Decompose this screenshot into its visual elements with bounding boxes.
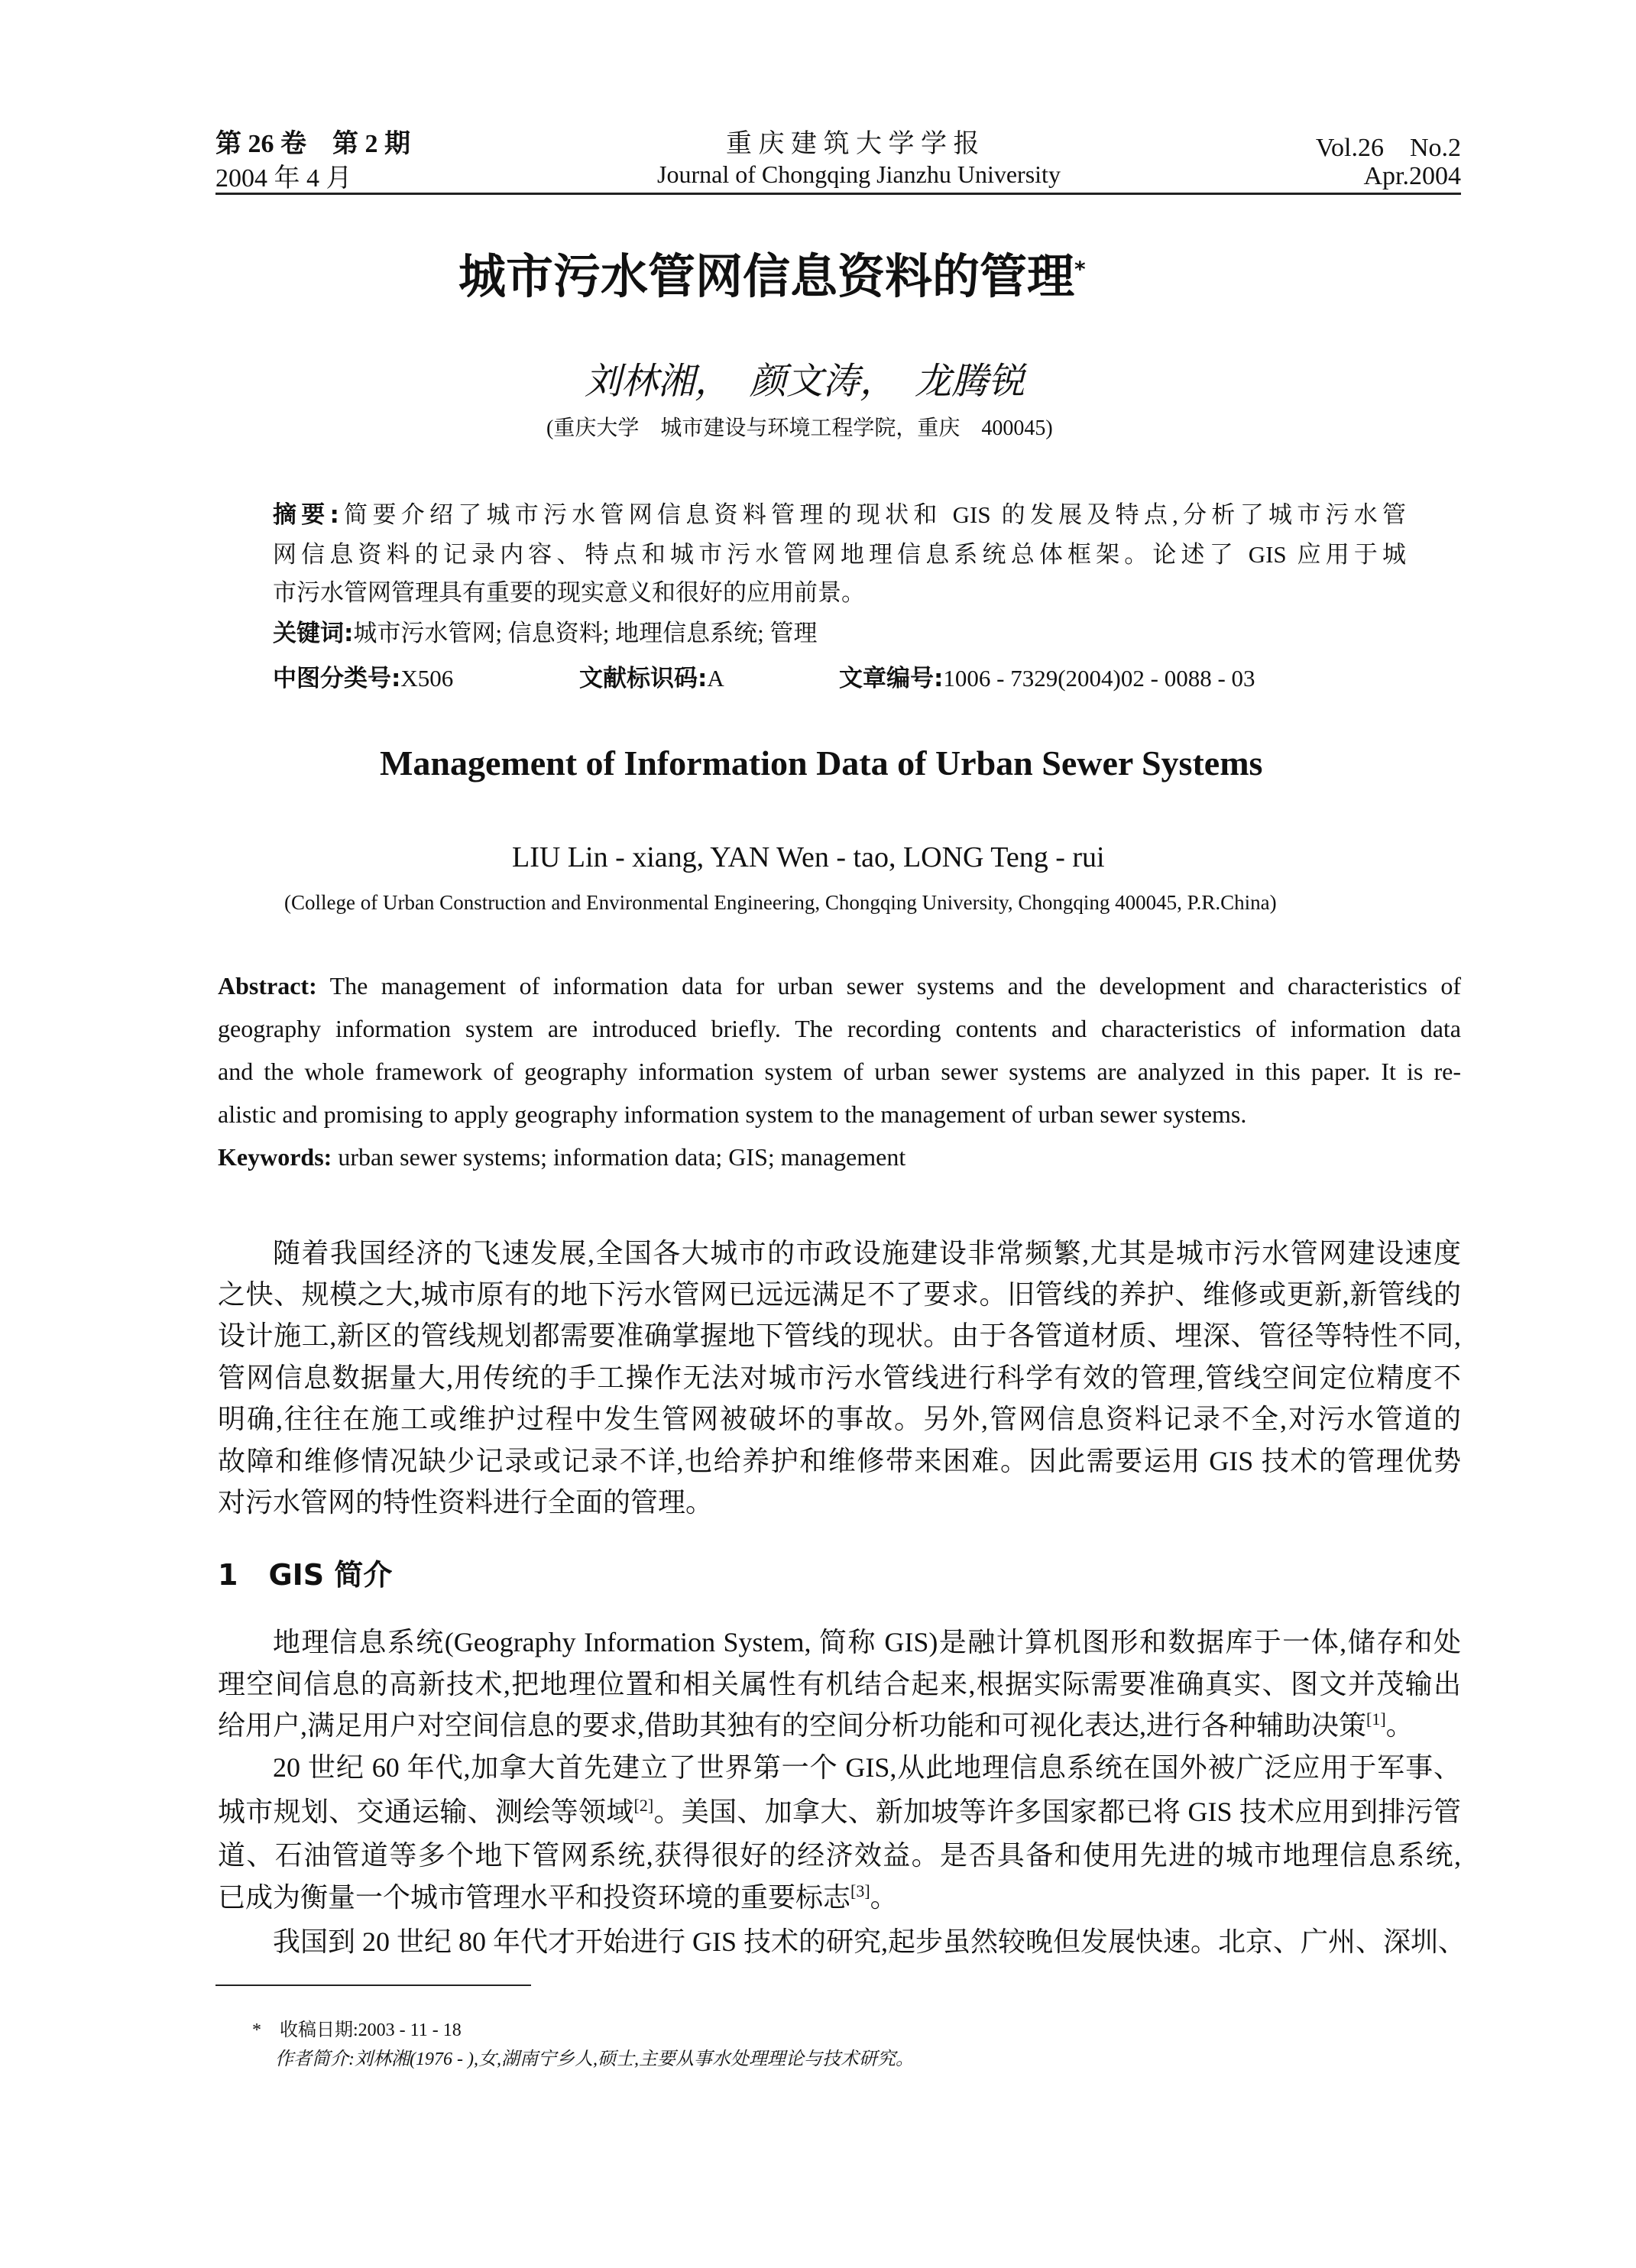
- citation-3[interactable]: [3]: [850, 1881, 870, 1900]
- abstract-cn-line: 网信息资料的记录内容、特点和城市污水管网地理信息系统总体框架。论述了 GIS 应用于城: [273, 541, 1406, 568]
- body-line: 给用户,满足用户对空间信息的要求,借助其独有的空间分析功能和可视化表达,进行各种辅助决策[1]。: [218, 1709, 1414, 1741]
- body-line: 理空间信息的高新技术,把地理位置和相关属性有机结合起来,根据实际需要准确真实、图文并茂输出: [218, 1669, 1461, 1699]
- citation-1[interactable]: [1]: [1366, 1709, 1386, 1729]
- affiliation-en: (College of Urban Construction and Environmental Engineering, Chongqing University, Chongqing 400045, P.R.China): [284, 891, 1277, 914]
- article-number: 文章编号:1006 - 7329(2004)02 - 0088 - 03: [839, 665, 1255, 692]
- authors-cn: 刘林湘， 颜文涛， 龙腾锐: [585, 361, 1025, 402]
- issue-date-cn: 2004 年 4 月: [215, 164, 352, 193]
- abstract-en-line: alistic and promising to apply geography information system to the management of urban sewer systems.: [218, 1100, 1247, 1128]
- volume-en: Vol.26 No.2: [1315, 134, 1461, 162]
- keywords-cn: 关键词:城市污水管网; 信息资料; 地理信息系统; 管理: [273, 620, 818, 647]
- body-line: 已成为衡量一个城市管理水平和投资环境的重要标志[3]。: [218, 1881, 898, 1913]
- body-line: 明确,往往在施工或维护过程中发生管网被破坏的事故。另外,管网信息资料记录不全,对污水管道的: [218, 1404, 1461, 1434]
- body-line: 我国到 20 世纪 80 年代才开始进行 GIS 技术的研究,起步虽然较晚但发展快速。北京、广州、深圳、: [273, 1926, 1466, 1957]
- issue-date-en: Apr.2004: [1363, 162, 1461, 190]
- affiliation-cn: (重庆大学 城市建设与环境工程学院，重庆 400045): [546, 416, 1053, 440]
- header-rule: [215, 193, 1461, 195]
- body-line: 20 世纪 60 年代,加拿大首先建立了世界第一个 GIS,从此地理信息系统在国外被广泛应用于军事、: [273, 1752, 1461, 1783]
- citation-2[interactable]: [2]: [633, 1796, 654, 1815]
- volume-issue: 第 26 卷 第 2 期: [215, 130, 410, 158]
- abstract-en-line: geography information system are introduced briefly. The recording contents and characteristics of information data: [218, 1015, 1461, 1042]
- abstract-cn-line: 摘要:简要介绍了城市污水管网信息资料管理的现状和 GIS 的发展及特点,分析了城市污水管: [273, 501, 1406, 529]
- body-line: 对污水管网的特性资料进行全面的管理。: [218, 1487, 714, 1518]
- footnote-received: * 收稿日期:2003 - 11 - 18: [252, 2020, 462, 2040]
- body-line: 随着我国经济的飞速发展,全国各大城市的市政设施建设非常频繁,尤其是城市污水管网建设速度: [273, 1238, 1461, 1268]
- body-line: 故障和维修情况缺少记录或记录不详,也给养护和维修带来困难。因此需要运用 GIS 技术的管理优势: [218, 1446, 1461, 1476]
- clc-number: 中图分类号:X506: [273, 665, 454, 692]
- journal-name-en: Journal of Chongqing Jianzhu University: [657, 160, 1061, 188]
- body-line: 之快、规模之大,城市原有的地下污水管网已远远满足不了要求。旧管线的养护、维修或更新,新管线的: [218, 1279, 1461, 1310]
- journal-name-cn: 重 庆 建 筑 大 学 学 报: [726, 130, 980, 158]
- footnote-rule: [215, 1985, 531, 1986]
- abstract-cn-line: 市污水管网管理具有重要的现实意义和很好的应用前景。: [273, 579, 865, 606]
- keywords-en: Keywords: urban sewer systems; information data; GIS; management: [218, 1143, 906, 1171]
- title-cn: 城市污水管网信息资料的管理*: [458, 248, 1086, 304]
- body-line: 管网信息数据量大,用传统的手工操作无法对城市污水管线进行科学有效的管理,管线空间定位精度不: [218, 1362, 1461, 1393]
- section-1-heading: 1 GIS 简介: [218, 1558, 393, 1592]
- document-code: 文献标识码:A: [579, 665, 724, 692]
- body-line: 设计施工,新区的管线规划都需要准确掌握地下管线的现状。由于各管道材质、埋深、管径等特性不同,: [218, 1320, 1461, 1351]
- body-line: 道、石油管道等多个地下管网系统,获得很好的经济效益。是否具备和使用先进的城市地理信息系统,: [218, 1840, 1461, 1871]
- abstract-en-label: Abstract:: [218, 972, 317, 1000]
- abstract-en-line: and the whole framework of geography information system of urban sewer systems are analyzed in this paper. It is re-: [218, 1058, 1461, 1085]
- authors-en: LIU Lin - xiang, YAN Wen - tao, LONG Teng - rui: [512, 841, 1105, 873]
- abstract-en-line: Abstract: The management of information data for urban sewer systems and the development and characteristics of: [218, 972, 1462, 1000]
- footnote-author-bio: 作者简介:刘林湘(1976 - ),女,湖南宁乡人,硕士,主要从事水处理理论与技术研究。: [275, 2049, 914, 2069]
- title-en: Management of Information Data of Urban Sewer Systems: [380, 744, 1263, 782]
- body-line: 城市规划、交通运输、测绘等领域[2]。美国、加拿大、新加坡等许多国家都已将 GIS 技术应用到排污管: [218, 1796, 1461, 1827]
- abstract-cn-label: 摘要:: [273, 501, 339, 529]
- body-line: 地理信息系统(Geography Information System, 简称 GIS)是融计算机图形和数据库于一体,储存和处: [273, 1627, 1461, 1657]
